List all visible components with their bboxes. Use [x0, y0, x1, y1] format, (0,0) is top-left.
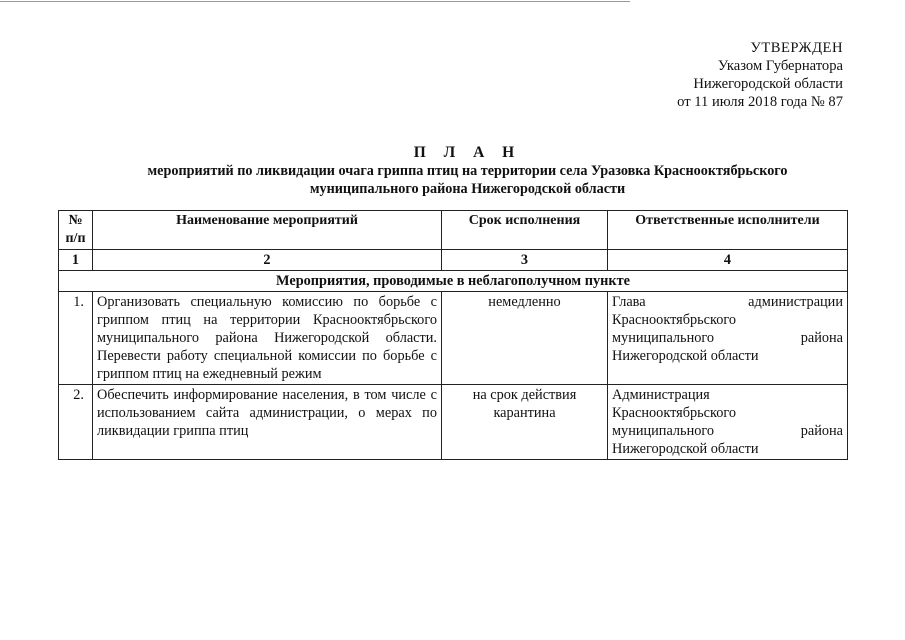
top-rule	[0, 1, 630, 2]
responsible-line: Краснооктябрьского	[612, 312, 737, 328]
approval-line-1: Указом Губернатора	[717, 58, 843, 74]
plan-table	[58, 210, 848, 460]
responsible-line: Нижегородской области	[612, 348, 759, 364]
approval-block	[677, 39, 843, 111]
row-number: 2.	[59, 385, 93, 460]
header-responsible: Ответственные исполнители	[608, 211, 848, 250]
header-term: Срок исполнения	[442, 211, 608, 250]
row-responsible	[608, 292, 848, 385]
row-responsible	[608, 385, 848, 460]
row-term: на срок действия карантина	[442, 385, 608, 460]
column-number-row	[59, 250, 848, 271]
responsible-line: Администрация	[612, 387, 710, 403]
approval-line-2: Нижегородской области	[693, 76, 843, 92]
column-number: 4	[608, 250, 848, 271]
document-title	[0, 144, 905, 198]
approval-line-3: от 11 июля 2018 года № 87	[677, 94, 843, 110]
table-row	[59, 385, 848, 460]
approval-stamp: УТВЕРЖДЕН	[750, 40, 843, 56]
title-subtitle-line-2: муниципального района Нижегородской области	[309, 181, 626, 197]
section-title: Мероприятия, проводимые в неблагополучном пункте	[59, 271, 848, 292]
header-num: № п/п	[59, 211, 93, 250]
row-measure: Организовать специальную комиссию по борьбе с гриппом птиц на территории Краснооктябрьского муниципального района Нижегородской области. Перевести работу специальной комиссии по борьбе с гриппом птиц на ежедневный режим	[93, 292, 442, 385]
responsible-line: Нижегородской области	[612, 441, 759, 457]
table-header-row	[59, 211, 848, 250]
column-number: 2	[93, 250, 442, 271]
title-subtitle-line-1: мероприятий по ликвидации очага гриппа птиц на территории села Уразовка Краснооктябрьского	[147, 163, 788, 179]
responsible-line: муниципального района	[612, 330, 843, 346]
title-heading: П Л А Н	[413, 144, 522, 161]
column-number: 1	[59, 250, 93, 271]
responsible-line: Глава администрации	[612, 294, 843, 310]
responsible-line: муниципального района	[612, 423, 843, 439]
column-number: 3	[442, 250, 608, 271]
row-term: немедленно	[442, 292, 608, 385]
table-row	[59, 292, 848, 385]
section-row	[59, 271, 848, 292]
header-name: Наименование мероприятий	[93, 211, 442, 250]
responsible-line: Краснооктябрьского	[612, 405, 737, 421]
row-measure: Обеспечить информирование населения, в том числе с использованием сайта администрации, о мерах по ликвидации гриппа птиц	[93, 385, 442, 460]
row-number: 1.	[59, 292, 93, 385]
